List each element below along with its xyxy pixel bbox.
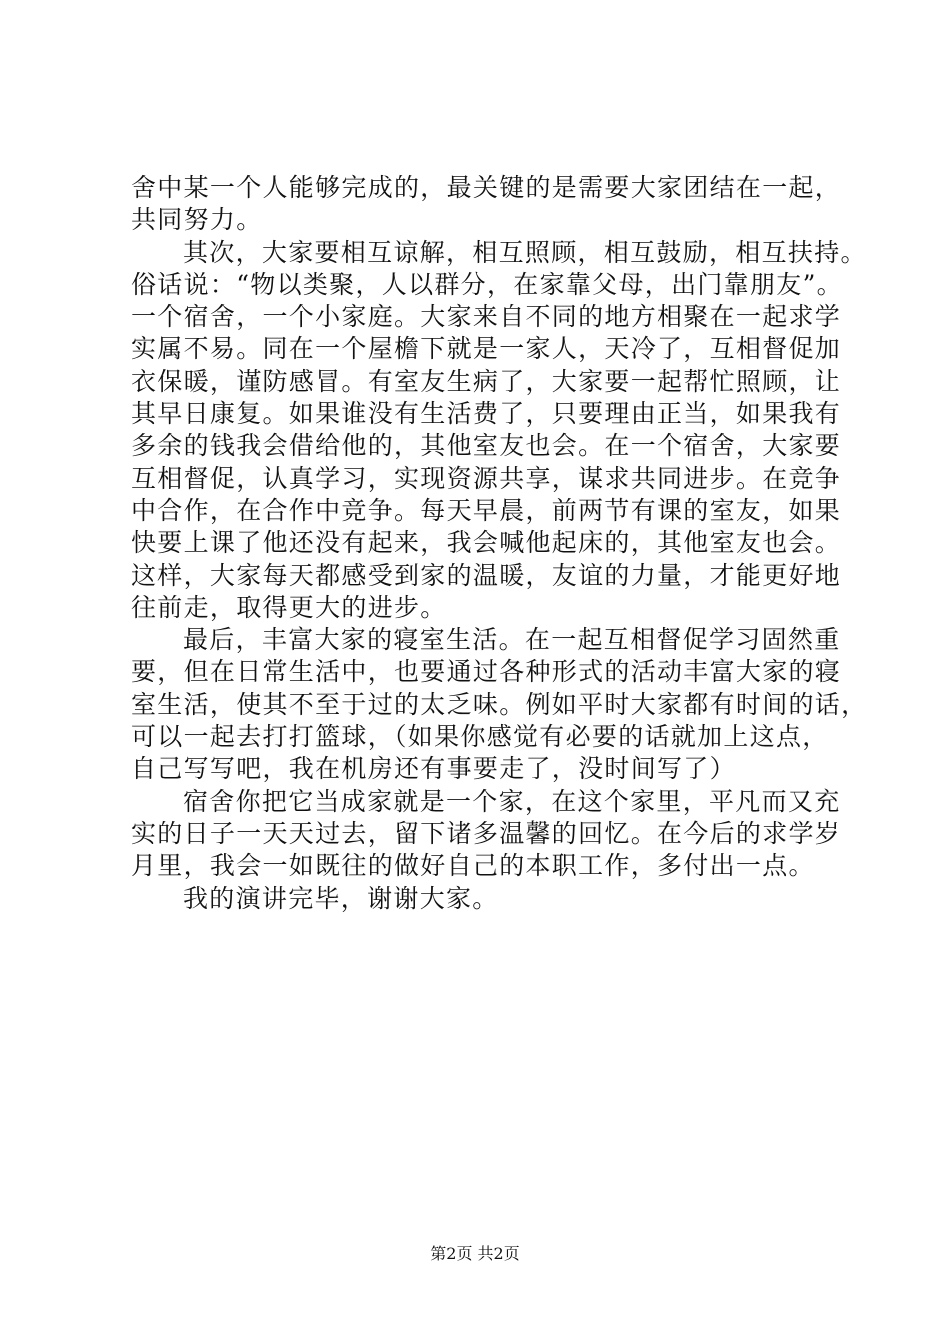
text-line: 快要上课了他还没有起来，我会喊他起床的，其他室友也会。 [131,528,842,558]
text-line: 俗话说：“物以类聚，人以群分，在家靠父母，出门靠朋友”。 [131,269,843,299]
paragraph-start-line: 其次，大家要相互谅解，相互照顾，相互鼓励，相互扶持。 [183,237,867,267]
paragraph-start-line: 最后，丰富大家的寝室生活。在一起互相督促学习固然重 [183,625,841,655]
text-line: 舍中某一个人能够完成的，最关键的是需要大家团结在一起， [131,173,842,202]
text-line: 一个宿舍，一个小家庭。大家来自不同的地方相聚在一起求学 [131,302,842,332]
paragraph-start-line: 宿舍你把它当成家就是一个家，在这个家里，平凡而又充 [183,786,841,816]
text-line: 要，但在日常生活中，也要通过各种形式的活动丰富大家的寝 [131,657,842,687]
text-line: 往前走，取得更大的进步。 [131,592,447,622]
text-line: 中合作，在合作中竞争。每天早晨，前两节有课的室友，如果 [131,495,842,525]
text-line: 自己写写吧，我在机房还有事要走了，没时间写了） [131,754,736,784]
paragraph-start-line: 我的演讲完毕，谢谢大家。 [183,883,499,913]
text-line: 其早日康复。如果谁没有生活费了，只要理由正当，如果我有 [131,399,842,429]
text-line: 实的日子一天天过去，留下诸多温馨的回忆。在今后的求学岁 [131,818,842,848]
page-footer: 第2页 共2页 [430,1244,520,1263]
text-line: 实属不易。同在一个屋檐下就是一家人，天冷了，互相督促加 [131,334,842,364]
text-line: 月里，我会一如既往的做好自己的本职工作，多付出一点。 [131,851,815,881]
text-line: 互相督促，认真学习，实现资源共享，谋求共同进步。在竞争 [131,463,842,493]
text-line: 可以一起去打打篮球，（如果你感觉有必要的话就加上这点， [131,722,829,752]
text-line: 共同努力。 [131,205,263,235]
text-line: 多余的钱我会借给他的，其他室友也会。在一个宿舍，大家要 [131,431,842,461]
body-text [131,172,868,915]
text-line: 这样，大家每天都感受到家的温暖，友谊的力量，才能更好地 [131,560,842,590]
text-line: 室生活，使其不至于过的太乏味。例如平时大家都有时间的话， [131,689,868,719]
text-line: 衣保暖，谨防感冒。有室友生病了，大家要一起帮忙照顾，让 [131,366,842,396]
